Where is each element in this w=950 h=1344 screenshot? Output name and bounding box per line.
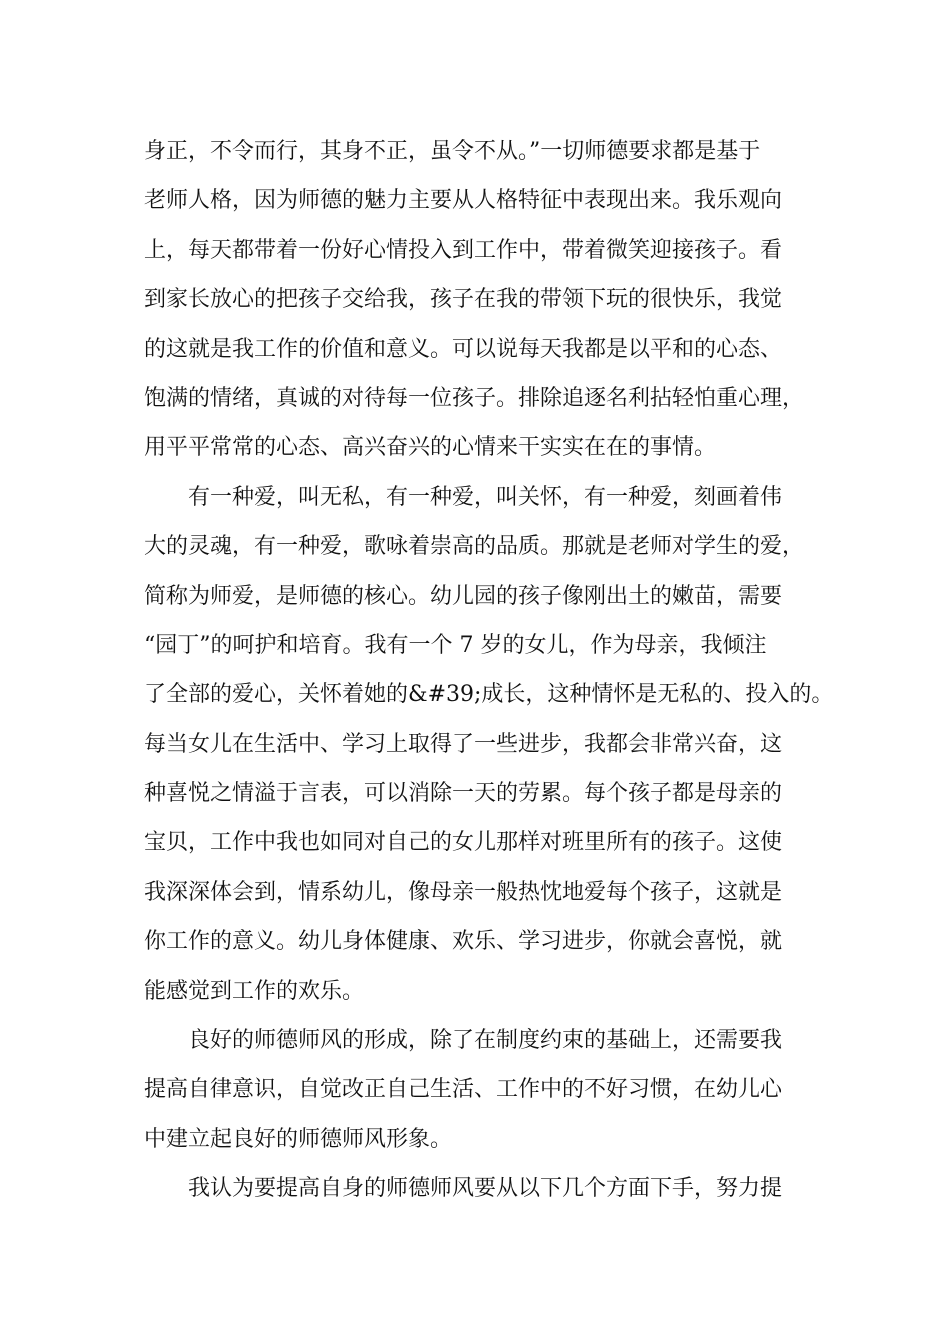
text-line: 中建立起良好的师德师风形象。 <box>144 1126 453 1152</box>
text-line: 到家长放心的把孩子交给我，孩子在我的带领下玩的很快乐，我觉 <box>144 287 783 313</box>
text-line: 能感觉到工作的欢乐。 <box>144 978 365 1004</box>
paragraph <box>144 1021 824 1169</box>
text-line: “园丁”的呵护和培育。我有一个 7 岁的女儿，作为母亲，我倾注 <box>144 632 767 658</box>
text-line: 大的灵魂，有一种爱，歌咏着崇高的品质。那就是老师对学生的爱， <box>144 534 805 560</box>
text-line: 我认为要提高自身的师德师风要从以下几个方面下手，努力提 <box>188 1176 783 1202</box>
text-line: 每当女儿在生活中、学习上取得了一些进步，我都会非常兴奋，这 <box>144 731 783 757</box>
text-line: 有一种爱，叫无私，有一种爱，叫关怀，有一种爱，刻画着伟 <box>188 484 783 510</box>
paragraph <box>144 478 834 1021</box>
text-line: 宝贝，工作中我也如同对自己的女儿那样对班里所有的孩子。这使 <box>144 830 783 856</box>
paragraph <box>144 132 824 478</box>
text-line: 了全部的爱心，关怀着她的&#39;成长，这种情怀是无私的、投入的。 <box>144 682 834 708</box>
paragraph <box>144 1169 824 1218</box>
text-line: 身正，不令而行，其身不正，虽令不从。”一切师德要求都是基于 <box>144 139 761 164</box>
text-line: 我深深体会到，情系幼儿，像母亲一般热忱地爱每个孩子，这就是 <box>144 879 783 905</box>
text-line: 你工作的意义。幼儿身体健康、欢乐、学习进步，你就会喜悦，就 <box>144 929 783 955</box>
text-line: 良好的师德师风的形成，除了在制度约束的基础上，还需要我 <box>188 1028 783 1054</box>
text-line: 的这就是我工作的价值和意义。可以说每天我都是以平和的心态、 <box>144 336 783 362</box>
text-line: 饱满的情绪，真诚的对待每一位孩子。排除追逐名利拈轻怕重心理， <box>144 385 805 411</box>
text-line: 上，每天都带着一份好心情投入到工作中，带着微笑迎接孩子。看 <box>144 237 783 263</box>
text-line: 用平平常常的心态、高兴奋兴的心情来干实实在在的事情。 <box>144 435 717 461</box>
text-line: 提高自律意识，自觉改正自己生活、工作中的不好习惯，在幼儿心 <box>144 1077 783 1103</box>
text-line: 种喜悦之情溢于言表，可以消除一天的劳累。每个孩子都是母亲的 <box>144 781 783 807</box>
text-line: 老师人格，因为师德的魅力主要从人格特征中表现出来。我乐观向 <box>144 188 783 214</box>
document-body <box>144 132 834 1219</box>
text-line: 简称为师爱，是师德的核心。幼儿园的孩子像刚出土的嫩苗，需要 <box>144 583 783 609</box>
